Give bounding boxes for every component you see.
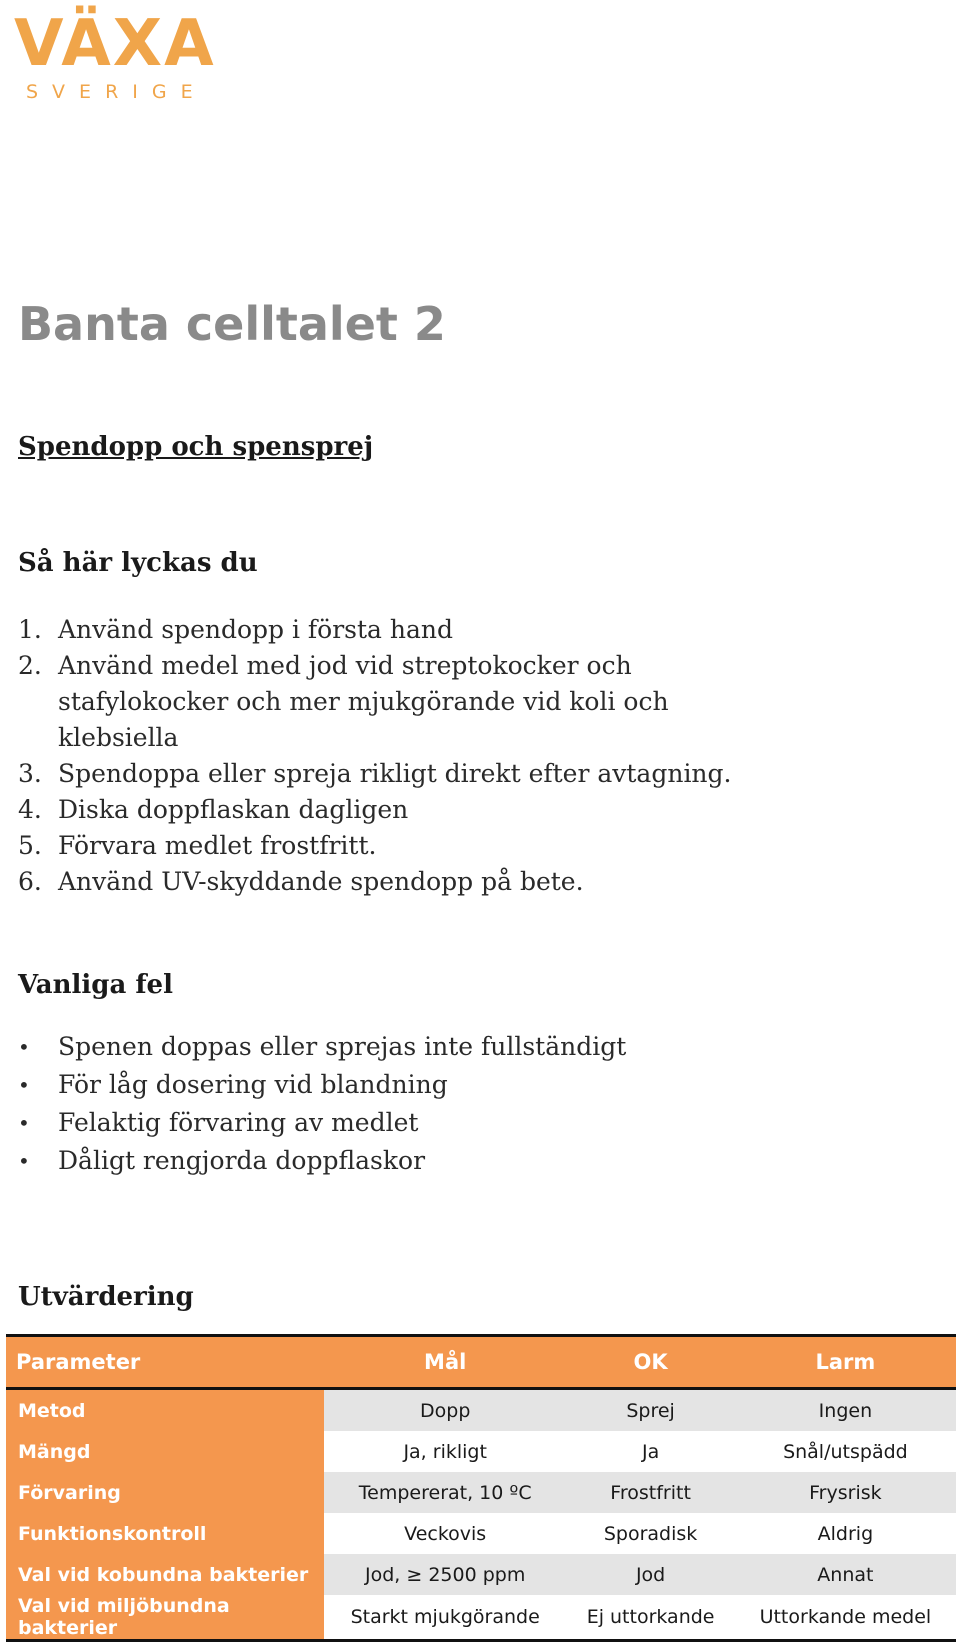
errors-heading: Vanliga fel <box>18 970 173 1000</box>
row-header: Val vid miljöbundna bakterier <box>6 1595 324 1641</box>
table-row <box>6 1554 956 1595</box>
table-cell: Veckovis <box>404 1522 487 1545</box>
list-item <box>18 1104 898 1142</box>
page-title: Banta celltalet 2 <box>18 297 446 351</box>
list-text: Förvara medlet frostfritt. <box>58 831 377 860</box>
evaluation-heading: Utvärdering <box>18 1282 194 1312</box>
table-row <box>6 1389 956 1432</box>
list-item <box>18 828 898 864</box>
list-number: 4. <box>18 795 42 824</box>
list-text: Använd spendopp i första hand <box>58 615 454 644</box>
row-header: Mängd <box>6 1431 324 1472</box>
success-heading: Så här lyckas du <box>18 548 258 578</box>
bullet-icon: • <box>18 1111 30 1135</box>
list-text: Felaktig förvaring av medlet <box>58 1108 419 1137</box>
column-header: Larm <box>735 1336 956 1389</box>
table-row <box>6 1472 956 1513</box>
table-cell: Tempererat, 10 ºC <box>324 1472 566 1513</box>
table-cell: Dopp <box>324 1389 566 1432</box>
list-text: Använd UV-skyddande spendopp på bete. <box>58 867 584 896</box>
list-text: Spenen doppas eller sprejas inte fullständigt <box>58 1032 627 1061</box>
evaluation-table <box>6 1334 956 1642</box>
logo-subtitle: SVERIGE <box>26 81 207 103</box>
bullet-icon: • <box>18 1073 30 1097</box>
logo-wordmark: VÄXA <box>14 7 216 81</box>
table-cell: Aldrig <box>817 1522 874 1545</box>
list-item <box>18 1142 898 1180</box>
list-text: Dåligt rengjorda doppflaskor <box>58 1146 426 1175</box>
table-cell: Uttorkande medel <box>735 1595 956 1641</box>
bullet-icon: • <box>18 1035 30 1059</box>
list-item <box>18 648 898 756</box>
success-steps-list <box>18 612 898 900</box>
list-item <box>18 1066 898 1104</box>
list-number: 6. <box>18 867 42 896</box>
table-cell: Jod, ≥ 2500 ppm <box>324 1554 566 1595</box>
section-heading: Spendopp och spensprej <box>18 432 374 462</box>
table-cell: Snål/utspädd <box>783 1440 908 1463</box>
table-row <box>6 1595 956 1641</box>
table-cell: Ej uttorkande <box>566 1595 734 1641</box>
table-cell: Annat <box>735 1554 956 1595</box>
list-text: Använd medel med jod vid streptokocker och stafylokocker och mer mjukgörande vid koli och klebsiella <box>58 651 669 752</box>
list-item <box>18 756 898 792</box>
column-header: OK <box>566 1336 734 1389</box>
list-text: Diska doppflaskan dagligen <box>58 795 409 824</box>
list-item <box>18 612 898 648</box>
table-cell: Sporadisk <box>603 1522 698 1545</box>
column-header: Mål <box>324 1336 566 1389</box>
list-number: 1. <box>18 615 42 644</box>
table-cell: Starkt mjukgörande <box>324 1595 566 1641</box>
table-cell: Ja, rikligt <box>403 1440 487 1463</box>
row-header: Val vid kobundna bakterier <box>6 1554 324 1595</box>
list-number: 5. <box>18 831 42 860</box>
list-item <box>18 1028 898 1066</box>
table-header-row <box>6 1336 956 1389</box>
list-number: 2. <box>18 651 42 680</box>
column-header: Parameter <box>6 1336 324 1389</box>
list-text: För låg dosering vid blandning <box>58 1070 448 1099</box>
table-cell: Jod <box>566 1554 734 1595</box>
table-row <box>6 1513 956 1554</box>
list-text: Spendoppa eller spreja rikligt direkt efter avtagning. <box>58 759 732 788</box>
bullet-icon: • <box>18 1149 30 1173</box>
table-cell: Ja <box>641 1440 660 1463</box>
table-cell: Frysrisk <box>735 1472 956 1513</box>
table-cell: Sprej <box>566 1389 734 1432</box>
row-header: Förvaring <box>6 1472 324 1513</box>
row-header: Funktionskontroll <box>6 1513 324 1554</box>
common-errors-list <box>18 1028 898 1180</box>
row-header: Metod <box>6 1389 324 1432</box>
list-item <box>18 792 898 828</box>
table-cell: Frostfritt <box>566 1472 734 1513</box>
list-item <box>18 864 898 900</box>
list-number: 3. <box>18 759 42 788</box>
table-cell: Ingen <box>735 1389 956 1432</box>
vaxa-logo <box>14 7 234 103</box>
table-row <box>6 1431 956 1472</box>
